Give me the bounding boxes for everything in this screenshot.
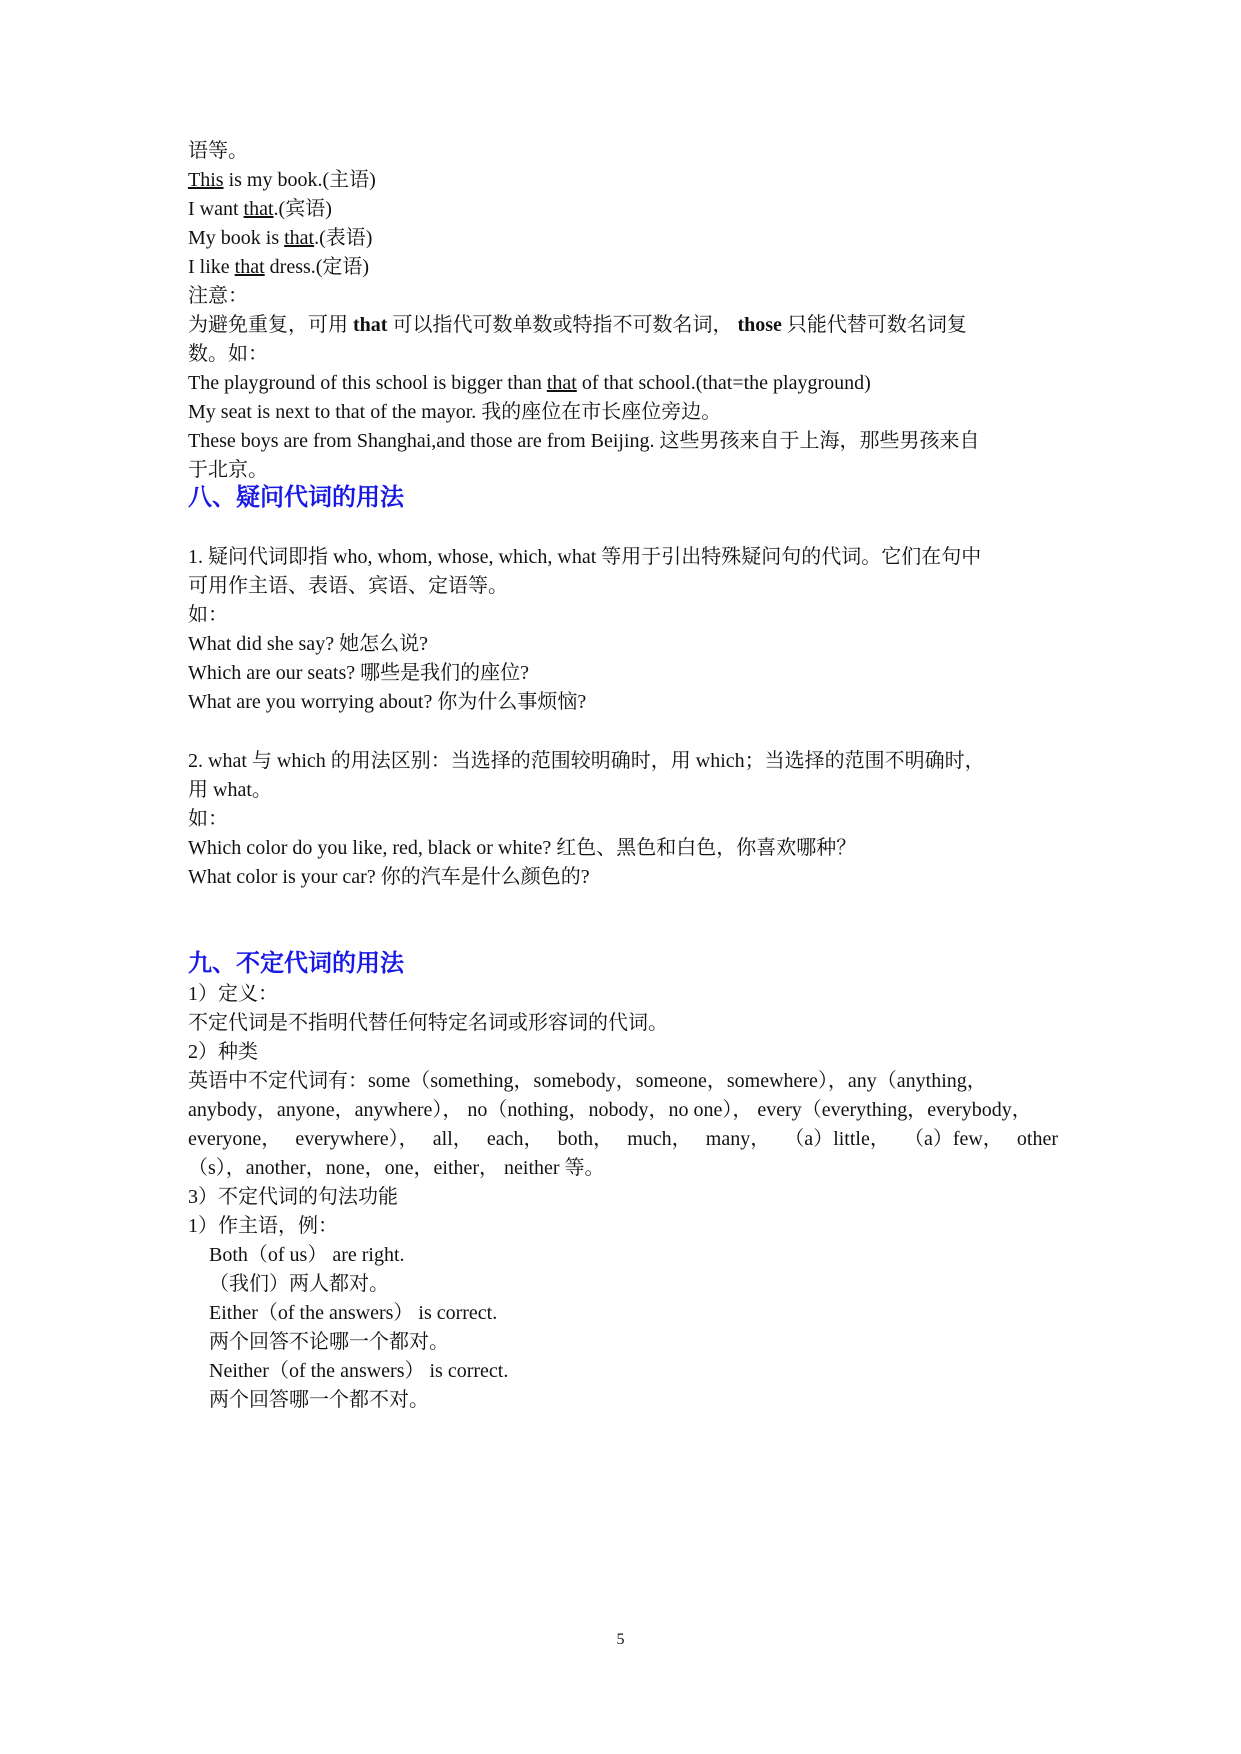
types-text: 英语中不定代词有：some（something，somebody，someone，somewhere），any（anything， [188,1070,987,1092]
pronoun-item: many， [705,1128,771,1150]
example-text: dress.(定语) [264,256,370,278]
example-text: The playground of this school is bigger than [188,372,547,394]
page-number: 5 [616,1631,625,1648]
interrogative-definition: 1. 疑问代词即指 who, whom, whose, which, what 等用于引出特殊疑问句的代词。它们在句中 [188,546,982,568]
definition-text: 不定代词是不指明代替任何特定名词或形容词的代词。 [188,1012,668,1034]
example-object [188,195,1068,223]
pronoun-item: each， [486,1128,544,1150]
note-segment: 只能代替可数名词复 [781,314,967,336]
underlined-word: that [243,198,274,220]
example-sentence: What did she say? 她怎么说? [188,633,428,655]
subheading-definition: 1）定义： [188,983,278,1005]
what-which-difference: 2. what 与 which 的用法区别：当选择的范围较明确时，用 which；当选择的范围不明确时， [188,750,985,772]
bold-word: that [353,314,388,336]
section-heading-indefinite: 九、不定代词的用法 [188,949,404,977]
note-text [188,311,1068,339]
example-label: 如： [188,604,228,626]
subheading-syntax: 3）不定代词的句法功能 [188,1186,398,1208]
example-sentence: Both（of us） are right. [209,1244,405,1266]
note-text-cont: 数。如： [188,343,268,365]
bold-word: those [737,314,782,336]
example-text: .(宾语) [273,198,332,220]
pronoun-item: （a）little， [784,1128,890,1150]
example-text: is my book.(主语) [223,169,376,191]
pronoun-item: much， [627,1128,692,1150]
pronoun-item: both， [557,1128,614,1150]
continued-text: 语等。 [188,140,248,162]
example-sentence: What color is your car? 你的汽车是什么颜色的? [188,866,590,888]
section-heading-interrogative: 八、疑问代词的用法 [188,483,404,511]
subheading-subject: 1）作主语，例： [188,1215,338,1237]
example-boys-cont: 于北京。 [188,459,268,481]
underlined-word: that [234,256,265,278]
interrogative-definition-cont: 可用作主语、表语、宾语、定语等。 [188,575,508,597]
example-seat: My seat is next to that of the mayor. 我的座位在市长座位旁边。 [188,401,722,423]
example-playground [188,369,1068,397]
example-subject [188,166,1068,194]
example-attributive [188,253,1068,281]
example-sentence: Which color do you like, red, black or white? 红色、黑色和白色，你喜欢哪种？ [188,837,857,859]
example-translation: 两个回答不论哪一个都对。 [209,1331,449,1353]
subheading-types: 2）种类 [188,1041,258,1063]
types-text: （s），another，none，one，either， neither 等。 [188,1157,605,1179]
example-translation: （我们）两人都对。 [209,1273,389,1295]
note-segment: 为避免重复，可用 [188,314,353,336]
example-sentence: What are you worrying about? 你为什么事烦恼? [188,691,587,713]
example-label: 如： [188,808,228,830]
example-sentence: Neither（of the answers） is correct. [209,1360,509,1382]
pronoun-item: all， [432,1128,473,1150]
example-text: My book is [188,227,285,249]
example-boys: These boys are from Shanghai,and those are from Beijing. 这些男孩来自于上海，那些男孩来自 [188,430,980,452]
example-text: .(表语) [314,227,373,249]
what-which-difference-cont: 用 what。 [188,779,272,801]
example-translation: 两个回答哪一个都不对。 [209,1389,429,1411]
note-label: 注意： [188,285,248,307]
note-segment: 可以指代可数单数或特指不可数名词， [387,314,738,336]
example-sentence: Either（of the answers） is correct. [209,1302,498,1324]
example-predicative [188,224,1068,252]
example-text: of that school.(that=the playground) [576,372,871,394]
types-text-justified [188,1125,1058,1153]
example-text: I want [188,198,244,220]
pronoun-item: everywhere）， [295,1128,419,1150]
pronoun-item: （a）few， [903,1128,1003,1150]
types-text: anybody，anyone，anywhere）， no（nothing，nobody，no one）， every（everything，everybody， [188,1099,1032,1121]
example-text: I like [188,256,235,278]
example-sentence: Which are our seats? 哪些是我们的座位? [188,662,530,684]
pronoun-item: other [1016,1128,1058,1150]
underlined-word: This [188,169,224,191]
pronoun-item: everyone， [188,1128,282,1150]
underlined-word: that [546,372,577,394]
underlined-word: that [284,227,315,249]
